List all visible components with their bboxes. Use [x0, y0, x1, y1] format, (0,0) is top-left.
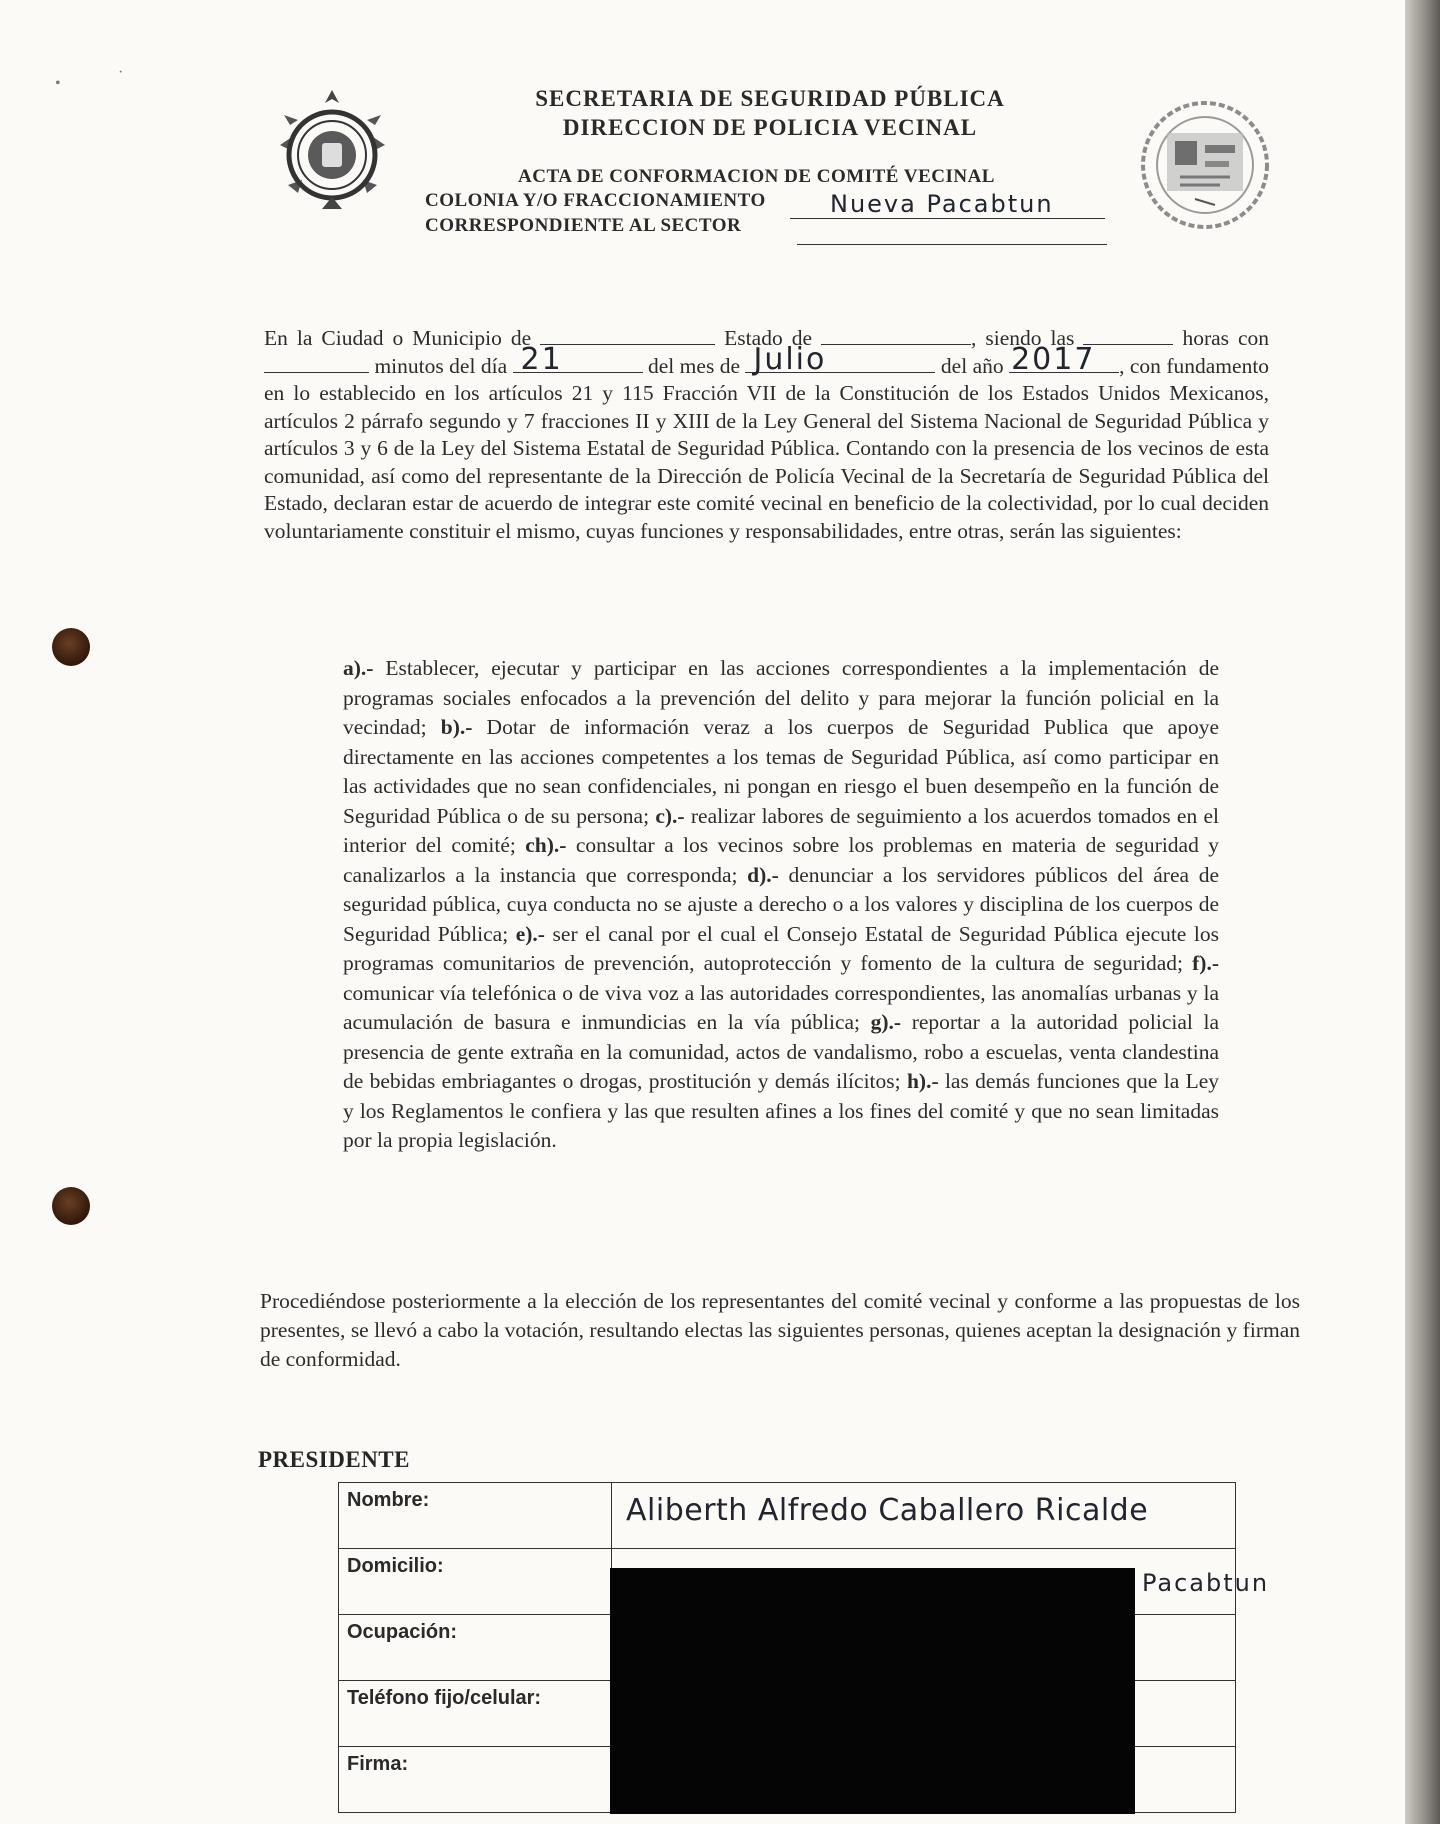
police-emblem-icon — [270, 85, 395, 215]
nombre-label: Nombre: — [339, 1483, 612, 1549]
official-stamp-icon — [1135, 95, 1275, 235]
day-handwritten: 21 — [520, 342, 563, 377]
header-line-1: SECRETARIA DE SEGURIDAD PÚBLICA — [535, 86, 1005, 111]
state-blank — [821, 326, 971, 345]
nombre-value — [612, 1483, 1236, 1549]
city-blank — [540, 326, 715, 345]
punch-hole-top — [52, 628, 90, 666]
colonia-line — [790, 218, 1105, 219]
sector-label: CORRESPONDIENTE AL SECTOR — [425, 215, 742, 236]
hours-blank — [1083, 326, 1173, 345]
minutes-blank — [264, 354, 369, 373]
day-blank — [513, 342, 643, 377]
domicilio-label: Domicilio: — [339, 1549, 612, 1615]
month-handwritten: Julio — [753, 342, 827, 377]
year-handwritten: 2017 — [1011, 342, 1096, 377]
colonia-label: COLONIA Y/O FRACCIONAMIENTO — [425, 190, 766, 211]
scan-speck: · — [118, 64, 124, 81]
header-line-2: DIRECCION DE POLICIA VECINAL — [562, 115, 978, 140]
year-blank — [1009, 342, 1119, 377]
table-row — [339, 1483, 1236, 1549]
redaction-box — [610, 1568, 1135, 1814]
sector-line — [797, 244, 1107, 245]
colonia-handwritten: Nueva Pacabtun — [830, 190, 1054, 218]
domicilio-handwritten: Pacabtun — [1142, 1569, 1270, 1597]
ocupacion-label: Ocupación: — [339, 1615, 612, 1681]
telefono-label: Teléfono fijo/celular: — [339, 1681, 612, 1747]
firma-label: Firma: — [339, 1747, 612, 1813]
month-blank — [745, 342, 935, 377]
intro-paragraph: En la Ciudad o Municipio de Estado de , siendo las horas con minutos del día 21 del mes de Julio del año 2017 , con fundamento en lo establecido en los artículos 21 y 115 Fracción VII de la Constitución de los Estados Unidos Mexicanos, artículos 2 párrafo segundo y 7 fracciones II y XIII de la Ley General del Sistema Nacional de Seguridad Pública y artículos 3 y 6 de la Ley del Sistema Estatal de Seguridad Pública. Contando con la presencia de los vecinos de esta comunidad, así como del representante de la Dirección de Policía Vecinal de la Secretaría de Seguridad Pública del Estado, declaran estar de acuerdo de integrar este comité vecinal en beneficio de la colectividad, por lo cual deciden voluntariamente constituir el mismo, cuyas funciones y responsabilidades, entre otras, serán las siguientes: — [264, 326, 1270, 543]
functions-paragraph: a).- Establecer, ejecutar y participar en las acciones correspondientes a la implementación de programas sociales enfocados a la prevención del delito y para mejorar la función policial en la vecindad; b).- Dotar de información veraz a los cuerpos de Seguridad Publica que apoye directamente en las acciones competentes a los temas de Seguridad Pública, así como participar en las actividades que no sean confidenciales, ni pongan en riesgo el buen desempeño en la función de Seguridad Pública o de su persona; c).- realizar labores de seguimiento a los acuerdos tomados en el interior del comité; ch).- consultar a los vecinos sobre los problemas en materia de seguridad y canalizarlos a la instancia que corresponda; d).- denunciar a los servidores públicos del área de seguridad pública, cuya conducta no se ajuste a derecho o a los valores y disciplina de los cuerpos de Seguridad Pública; e).- ser el canal por el cual el Consejo Estatal de Seguridad Pública ejecute los programas comunitarios de prevención, autoprotección y fomento de la cultura de seguridad; f).- comunicar vía telefónica o de viva voz a las autoridades correspondientes, las anomalías urbanas y la acumulación de basura e inmundicias en la vía pública; g).- reportar a la autoridad policial la presencia de gente extraña en la comunidad, actos de vandalismo, robo a escuelas, venta clandestina de bebidas embriagantes o drogas, prostitución y demás ilícitos; h).- las demás funciones que la Ley y los Reglamentos le confiera y las que resulten afines a los fines del comité y que no sean limitadas por la propia legislación. — [343, 656, 1220, 1152]
presidente-title: PRESIDENTE — [258, 1447, 410, 1472]
nombre-handwritten: Aliberth Alfredo Caballero Ricalde — [626, 1493, 1149, 1528]
page-edge-shadow — [1405, 0, 1440, 1824]
punch-hole-bottom — [52, 1187, 90, 1225]
scan-speck: • — [55, 75, 61, 92]
act-title: ACTA DE CONFORMACION DE COMITÉ VECINAL — [518, 166, 995, 187]
closing-paragraph: Procediéndose posteriormente a la elección de los representantes del comité vecinal y conforme a las propuestas de los presentes, se llevó a cabo la votación, resultando electas las siguientes personas, quienes aceptan la designación y firman de conformidad. — [260, 1289, 1300, 1371]
